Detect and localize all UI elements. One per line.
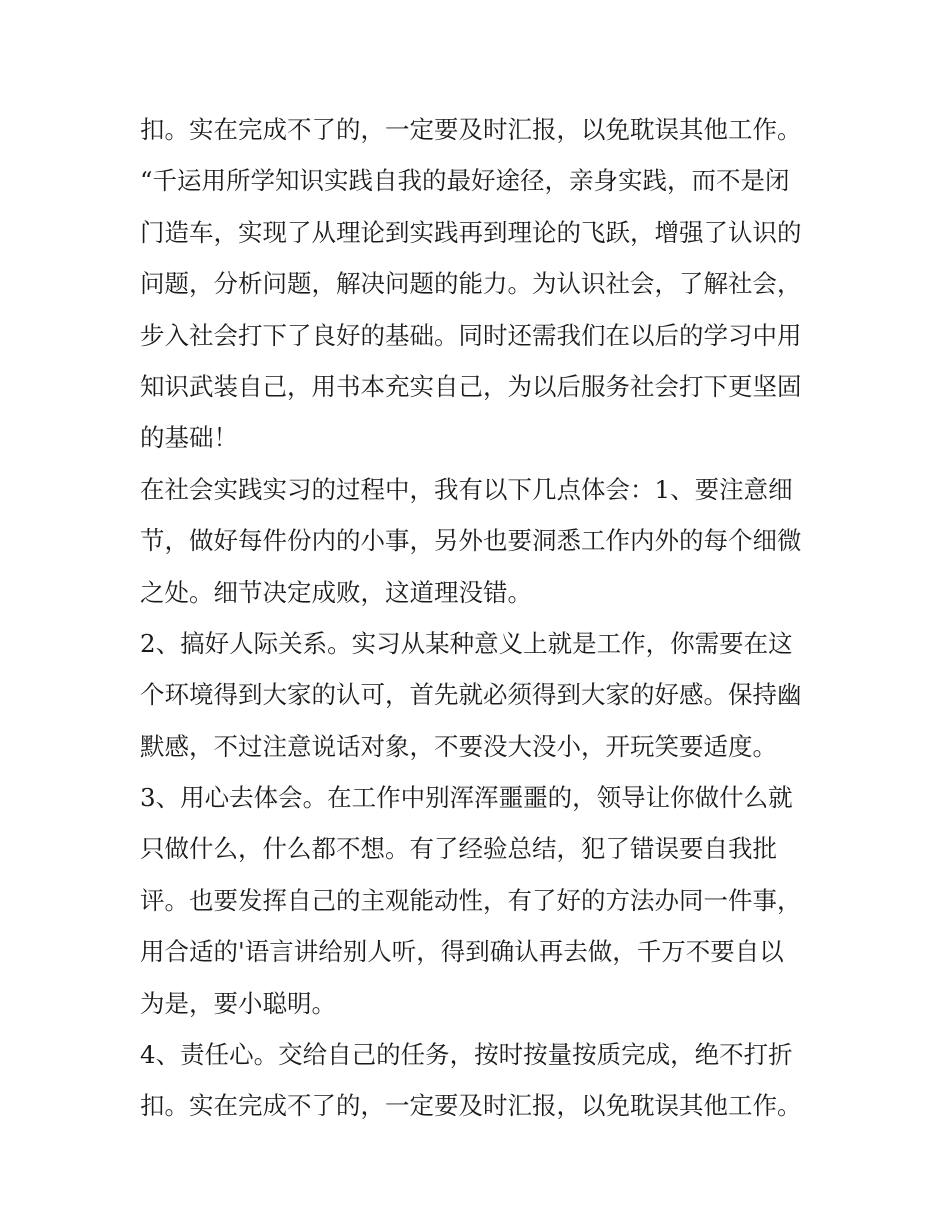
text-line: 4、责任心。交给自己的任务，按时按量按质完成，绝不打折: [140, 1040, 793, 1070]
text-line: 的基础！: [140, 423, 238, 453]
text-line: “千运用所学知识实践自我的最好途径，亲身实践，而不是闭: [140, 166, 790, 196]
text-line: 3、用心去体会。在工作中别浑浑噩噩的，领导让你做什么就: [140, 783, 793, 813]
text-line: 为是，要小聪明。: [140, 988, 336, 1018]
text-line: 扣。实在完成不了的，一定要及时汇报，以免耽误其他工作。: [140, 115, 802, 144]
text-line: 门造车，实现了从理论到实践再到理论的飞跃，增强了认识的: [140, 217, 802, 247]
text-line: 用合适的'语言讲给别人听，得到确认再去做，千万不要自以: [140, 937, 784, 967]
text-line: 2、搞好人际关系。实习从某种意义上就是工作，你需要在这: [140, 628, 793, 658]
text-line: 知识武装自己，用书本充实自己，为以后服务社会打下更坚固: [140, 371, 802, 401]
text-line: 评。也要发挥自己的主观能动性，有了好的方法办同一件事，: [140, 885, 802, 915]
text-line: 在社会实践实习的过程中，我有以下几点体会：1、要注意细: [140, 474, 793, 504]
text-line: 只做什么，什么都不想。有了经验总结，犯了错误要自我批: [140, 834, 777, 864]
document-body: [140, 104, 820, 1132]
text-line: 步入社会打下了良好的基础。同时还需我们在以后的学习中用: [140, 320, 802, 350]
text-line: 节，做好每件份内的小事，另外也要洞悉工作内外的每个细微: [140, 526, 802, 556]
text-line: 之处。细节决定成败，这道理没错。: [140, 577, 532, 607]
text-line: 扣。实在完成不了的，一定要及时汇报，以免耽误其他工作。: [140, 1091, 802, 1121]
text-line: 问题，分析问题，解决问题的能力。为认识社会，了解社会，: [140, 269, 802, 299]
text-line: 个环境得到大家的认可，首先就必须得到大家的好感。保持幽: [140, 680, 802, 710]
text-line: 默感，不过注意说话对象，不要没大没小，开玩笑要适度。: [140, 731, 777, 761]
